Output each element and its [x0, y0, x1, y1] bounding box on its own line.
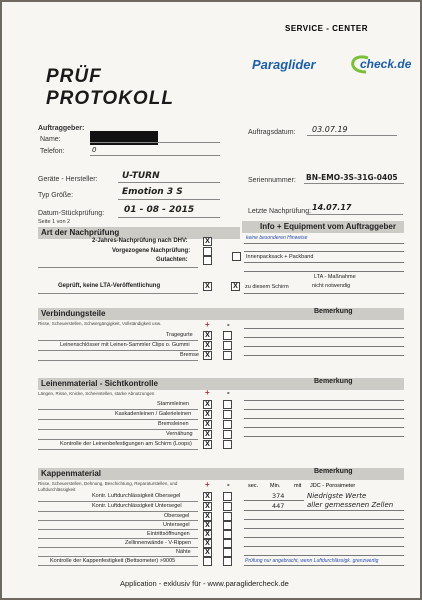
verbindung-checkbox-2[interactable]: X [203, 351, 212, 360]
leinen-checkbox-3[interactable]: X [203, 430, 212, 439]
leinen-checkbox-1[interactable]: X [203, 410, 212, 419]
innenpacksack-checkbox-empty[interactable] [232, 252, 241, 261]
kappe-row-1: Kontr. Luftdurchlässigkeit Untersegel [92, 503, 182, 509]
auftragsdatum-value: 03.07.19 [312, 125, 348, 134]
leinen-title: Leinenmaterial - Sichtkontrolle [41, 379, 158, 388]
kappe-mit-label: mit [294, 483, 302, 489]
kappe-checkbox-2[interactable]: X [203, 512, 212, 521]
kappe-title: Kappenmaterial [41, 469, 102, 478]
kappe-minus-box-3[interactable] [223, 521, 232, 530]
datum-stueckpruefung-label: Datum-Stückprüfung: [38, 210, 105, 217]
verbindung-title: Verbindungsteile [41, 309, 106, 318]
lta-checkbox[interactable]: X [203, 282, 212, 291]
kappe-minus-box-6[interactable] [223, 548, 232, 557]
verbindung-plus: + [205, 320, 210, 329]
leinen-subtitle: Längen, Risse, Knicke, Scheinstellen, starke Abnutzungen [38, 391, 155, 396]
telefon-label: Telefon: [40, 148, 65, 155]
verbindung-checkbox-0[interactable]: X [203, 331, 212, 340]
kappe-row-7: Kontrolle der Kappenfestigkeit (Bettsometer) >9005 [50, 558, 176, 564]
leinen-header [38, 378, 404, 390]
kappe-remark-line2: aller gemessenen Zellen [307, 501, 394, 509]
leinen-minus-box-1[interactable] [223, 410, 232, 419]
verbindung-row-2: Bremse [180, 352, 199, 358]
nachpruefung-checkbox-0[interactable]: X [203, 237, 212, 246]
seriennummer-label: Seriennummer: [248, 177, 296, 184]
service-center-label: SERVICE - CENTER [285, 24, 368, 33]
leinen-row-2: Bremsleinen [158, 421, 189, 427]
min-obersegel-value: 374 [272, 492, 285, 500]
verbindung-minus-box-1[interactable] [223, 341, 232, 350]
kappe-checkbox-0[interactable]: X [203, 492, 212, 501]
leinen-minus: - [227, 388, 230, 397]
kappe-checkbox-3[interactable]: X [203, 521, 212, 530]
leinen-row-4: Kontrolle der Leinenbefestigungen am Schirm (Loops) [60, 441, 192, 447]
kappe-header [38, 468, 404, 480]
verbindung-subtitle: Risse, Scheuerstellen, Schwergängigkeit, Vollständigkeit usw. [38, 321, 162, 326]
info-equipment-header [242, 221, 404, 233]
leinen-checkbox-0[interactable]: X [203, 400, 212, 409]
kappe-checkbox-6[interactable]: X [203, 548, 212, 557]
zu-diesem-checkbox[interactable]: X [231, 282, 240, 291]
verbindung-minus-box-0[interactable] [223, 331, 232, 340]
kappe-min-label: Min. [270, 483, 281, 489]
verbindung-row-0: Tragegurte [166, 332, 193, 338]
leinen-minus-box-0[interactable] [223, 400, 232, 409]
info-hint-text: keine besonderen Hinweise [246, 235, 308, 241]
nachpruefung-checkbox-1[interactable] [203, 247, 212, 256]
logo-text-check: check.de [360, 57, 412, 71]
kappe-minus-box-2[interactable] [223, 512, 232, 521]
leinen-minus-box-3[interactable] [223, 430, 232, 439]
leinen-row-0: Stammleinen [157, 401, 190, 407]
hersteller-label: Geräte - Hersteller: [38, 176, 98, 183]
nachpruefung-checkbox-2[interactable] [203, 256, 212, 265]
footer-text: Application - exklusiv für - www.paraglidercheck.de [120, 579, 289, 588]
nachpruefung-row-2: Gutachten: [156, 257, 188, 263]
min-untersegel-value: 447 [272, 502, 285, 510]
seriennummer-value: BN-EMO-3S-31G-0405 [306, 173, 398, 182]
kappe-minus-box-7[interactable] [223, 557, 232, 566]
verbindung-bemerkung: Bemerkung [314, 308, 353, 315]
kappe-checkbox-4[interactable]: X [203, 530, 212, 539]
kappe-remark-line1: Niedrigste Werte [307, 492, 367, 500]
telefon-value: 0 [92, 146, 97, 154]
leinen-checkbox-2[interactable]: X [203, 420, 212, 429]
kappe-sec-label: sec. [248, 483, 259, 489]
kappe-subtitle: Risse, Scheuerstellen, Dehnung, Beschichtung, Reparaturstellen, und Luftdurchlässigkeit [38, 481, 178, 492]
leinen-minus-box-2[interactable] [223, 420, 232, 429]
leinen-plus: + [205, 388, 210, 397]
verbindung-checkbox-1[interactable]: X [203, 341, 212, 350]
page-number: Seite 1 von 2 [38, 219, 71, 225]
kappe-checkbox-1[interactable]: X [203, 502, 212, 511]
name-label: Name: [40, 136, 61, 143]
auftraggeber-label: Auftraggeber: [38, 125, 85, 132]
kappe-minus-box-1[interactable] [223, 502, 232, 511]
kappe-minus-box-0[interactable] [223, 492, 232, 501]
letzte-nachpruefung-value: 14.07.17 [312, 203, 352, 212]
leinen-checkbox-4[interactable]: X [203, 440, 212, 449]
kappe-row-0: Kontr. Luftdurchlässigkeit Obersegel [92, 493, 181, 499]
leinen-minus-box-4[interactable] [223, 440, 232, 449]
zu-diesem-label: zu diesem Schirm [245, 284, 289, 290]
typ-label: Typ Größe: [38, 192, 74, 199]
kappe-checkbox-7[interactable] [203, 557, 212, 566]
innenpacksack-label: Innenpacksack + Packband [246, 254, 314, 260]
lta-label: Geprüft, keine LTA-Veröffentlichung [58, 283, 161, 289]
kappe-minus: - [227, 480, 230, 489]
kappe-minus-box-5[interactable] [223, 539, 232, 548]
logo-text-paraglider: Paraglider [252, 57, 316, 72]
leinen-bemerkung: Bemerkung [314, 378, 353, 385]
verbindung-row-1: Leinenschlösser mit Leinen-Sammler Clips o. Gummi [60, 342, 190, 348]
leinen-row-3: Vernähung [166, 431, 193, 437]
kappe-jdc-label: JDC - Porosimeter [310, 483, 356, 489]
page-title-line2: PROTOKOLL [46, 88, 174, 109]
typ-value: Emotion 3 S [122, 187, 183, 197]
kappe-row-6: Nähte [176, 549, 191, 555]
page-title-line1: PRÜF [46, 66, 102, 87]
verbindung-header [38, 308, 404, 320]
hersteller-value: U-TURN [122, 171, 160, 181]
kappe-row-2: Obersegel [164, 513, 190, 519]
nicht-notwendig-label: nicht notwendig [312, 283, 351, 289]
verbindung-minus: - [227, 320, 230, 329]
kappe-bemerkung: Bemerkung [314, 468, 353, 475]
bettsometer-note: Prüfung nur angebracht, wenn Luftdurchlässigk. grenzwertig [245, 558, 379, 564]
info-equipment-title: Info + Equipment vom Auftraggeber [260, 222, 396, 231]
protocol-page [2, 2, 420, 598]
auftragsdatum-label: Auftragsdatum: [248, 129, 296, 136]
kappe-checkbox-5[interactable]: X [203, 539, 212, 548]
lta-massnahme-label: LTA - Maßnahme [314, 274, 356, 280]
kappe-minus-box-4[interactable] [223, 530, 232, 539]
leinen-row-1: Kaskadenleinen / Galerieleinen [115, 411, 192, 417]
kappe-row-4: Eintrittsöffnungen [147, 531, 190, 537]
datum-stueckpruefung-value: 01 - 08 - 2015 [124, 205, 195, 215]
nachpruefung-row-1: Vorgezogene Nachprüfung: [112, 248, 191, 254]
kappe-row-5: Zellinnenwände - V-Rippen [125, 540, 192, 546]
nachpruefung-title: Art der Nachprüfung [41, 228, 120, 237]
nachpruefung-row-0: 2-Jahres-Nachprüfung nach DHV: [92, 238, 188, 244]
letzte-nachpruefung-label: Letzte Nachprüfung: [248, 208, 312, 215]
kappe-row-3: Untersegel [163, 522, 190, 528]
kappe-plus: + [205, 480, 210, 489]
verbindung-minus-box-2[interactable] [223, 351, 232, 360]
